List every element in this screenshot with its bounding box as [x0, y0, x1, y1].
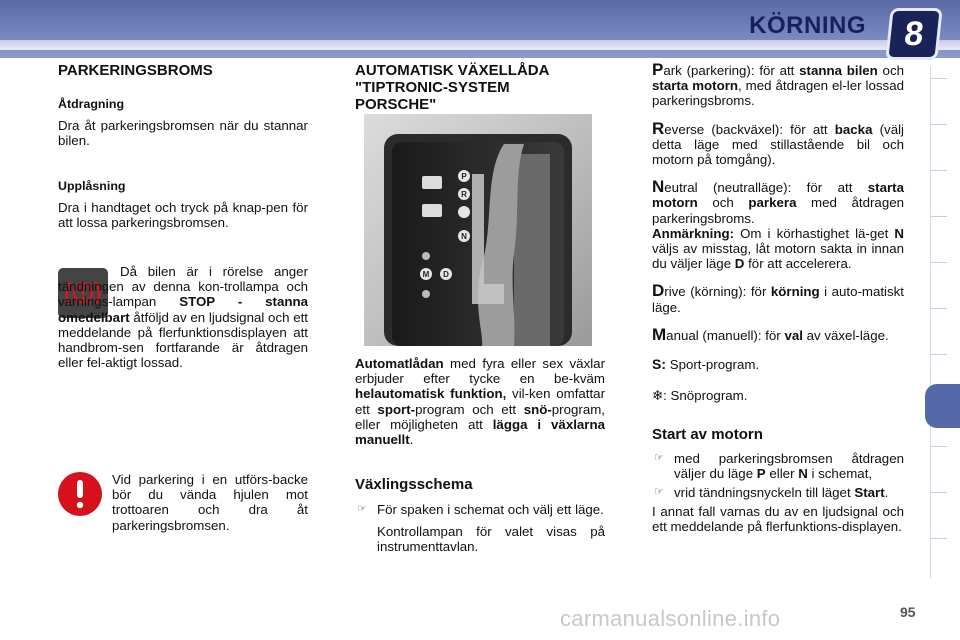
column-automatic-gearbox [355, 62, 605, 113]
active-chapter-tab[interactable] [925, 384, 960, 428]
chapter-title: KÖRNING [749, 12, 866, 39]
svg-text:N: N [461, 232, 467, 241]
exclamation-warning-icon [58, 472, 102, 516]
svg-text:R: R [461, 190, 467, 199]
svg-text:D: D [443, 270, 449, 279]
parking-slope-note: Vid parkering i en utförs-backe bör du vända hjulen mot trottoaren och dra åt parkeringsbromsen. [112, 472, 308, 533]
brake-warning-note: Då bilen är i rörelse anger tändningen av denna kon-trollampa och varnings-lampan STOP - stanna omedelbart åtföljd av en ljudsignal och ett meddelande på flerfunktionsdisplayen att handbrom-sen fortfarande är åtdragen eller fel-aktigt lossad. [58, 264, 308, 371]
chapter-number: 8 [902, 14, 926, 53]
svg-text:P: P [461, 172, 467, 181]
subheading-apply: Åtdragning [58, 97, 125, 111]
snowflake-icon: ❄ [652, 388, 664, 404]
pointing-hand-icon: ☞ [357, 503, 367, 516]
column-parking-brake [58, 62, 308, 230]
sport-program: S: Sport-program. [652, 356, 760, 373]
gear-position-r: Reverse (backväxel): för att backa (välj detta läge med stillastående bil och motorn på tomgång). [652, 118, 904, 168]
column-gear-positions [652, 62, 904, 535]
chapter-tab-strip [930, 66, 954, 578]
section-title-engine-start: Start av motorn [652, 426, 763, 444]
release-text: Dra i handtaget och tryck på knap-pen för att lossa parkeringsbromsen. [58, 199, 308, 231]
pointing-hand-icon: ☞ [654, 486, 664, 499]
start-fallback-text: I annat fall varnas du av en ljudsignal och ett meddelande på flerfunktions-displayen. [652, 504, 904, 535]
subheading-release: Upplåsning [58, 178, 126, 193]
list-item: ☞ med parkeringsbromsen åtdragen väljer du läge P eller N i schemat, [654, 450, 904, 481]
snow-program: ❄: Snöprogram. [652, 388, 748, 404]
gear-position-n: Neutral (neutralläge): för att starta motorn och parkera med åtdragen parkeringsbroms. [652, 177, 904, 226]
gear-position-m: Manual (manuell): för val av växel-läge. [652, 324, 889, 344]
neutral-note: Anmärkning: Om i körhastighet lä-get N väljs av misstag, låt motorn sakta in innan du väljer läge D för att accelerera. [652, 225, 904, 272]
watermark: carmanualsonline.info [560, 606, 781, 631]
gear-selector-photo [364, 114, 592, 346]
section-title-automatic-gearbox: AUTOMATISK VÄXELLÅDA "TIPTRONIC-SYSTEM PORSCHE" [355, 62, 549, 113]
chapter-number-badge [885, 8, 942, 60]
automatic-gearbox-intro: Automatlådan med fyra eller sex växlar erbjuder efter tycke en be-kväm helautomatisk funktion, vil-ken omfattar ett sport-program och ett snö-program, eller möjligheten att lägga i växlarna manuellt. Växlingsschema ☞ För spaken i schemat och välj ett läge. Kontrollampan för valet visas på instrumenttavlan. [355, 356, 606, 554]
gear-position-d: Drive (körning): för körning i auto-matiskt läge. [652, 281, 905, 315]
section-title-parking-brake: PARKERINGSBROMS [58, 62, 213, 79]
gear-position-p: Park (parkering): för att stanna bilen och starta motorn, med åtdragen el-ler lossad parkeringsbroms. [652, 60, 904, 109]
section-title-shift-pattern: Växlingsschema [355, 476, 473, 494]
pointing-hand-icon: ☞ [654, 451, 664, 464]
svg-text:M: M [422, 270, 430, 279]
apply-text: Dra åt parkeringsbromsen när du stannar bilen. [58, 118, 308, 149]
page-number: 95 [900, 604, 916, 620]
list-item: ☞ För spaken i schemat och välj ett läge. Kontrollampan för valet visas på instrumenttavlan. [357, 502, 605, 554]
list-item: ☞ vrid tändningsnyckeln till läget Start. [654, 485, 889, 501]
